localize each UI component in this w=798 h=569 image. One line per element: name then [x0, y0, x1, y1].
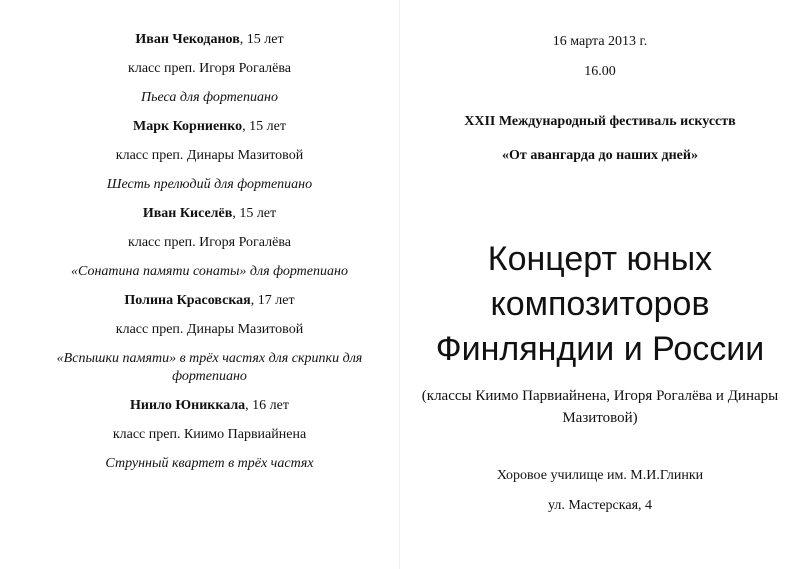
page-fold — [399, 0, 400, 569]
teacher-line: класс преп. Игоря Рогалёва — [128, 61, 291, 76]
festival-motto: «От авангарда до наших дней» — [502, 148, 698, 163]
teacher-line: класс преп. Динары Мазитовой — [115, 148, 304, 163]
piece-line: Струнный квартет в трёх частях — [105, 456, 314, 471]
performer-name: Марк Корниенко, 15 лет — [133, 119, 286, 134]
performer-name: Иван Киселёв, 15 лет — [142, 206, 277, 221]
performer-name: Полина Красовская, 17 лет — [124, 293, 295, 308]
concert-time: 16.00 — [584, 64, 616, 79]
teacher-line: класс преп. Динары Мазитовой — [115, 322, 304, 337]
piece-line: «Сонатина памяти сонаты» для фортепиано — [71, 264, 348, 279]
concert-date: 16 марта 2013 г. — [552, 34, 648, 49]
venue-name: Хоровое училище им. М.И.Глинки — [496, 468, 704, 483]
performer-name: Иван Чекоданов, 15 лет — [135, 32, 284, 47]
piece-line: «Вспышки памяти» в трёх частях для скрипки для фортепиано — [56, 351, 363, 384]
festival-name: XXII Международный фестиваль искусств — [464, 114, 736, 129]
title-line: Концерт юных — [487, 240, 713, 278]
classes-note: (классы Киимо Парвиайнена, Игоря Рогалёва и Динары Мазитовой) — [421, 388, 779, 426]
venue-address: ул. Мастерская, 4 — [547, 498, 653, 513]
teacher-line: класс преп. Игоря Рогалёва — [128, 235, 291, 250]
piece-line: Шесть прелюдий для фортепиано — [106, 177, 313, 192]
title-line: композиторов — [490, 285, 710, 323]
title-line: Финляндии и России — [435, 330, 765, 368]
performer-name: Ниило Юниккала, 16 лет — [130, 398, 289, 413]
piece-line: Пьеса для фортепиано — [141, 90, 278, 105]
teacher-line: класс преп. Киимо Парвиайнена — [112, 427, 307, 442]
concert-title — [405, 237, 795, 372]
program-list — [20, 31, 399, 484]
